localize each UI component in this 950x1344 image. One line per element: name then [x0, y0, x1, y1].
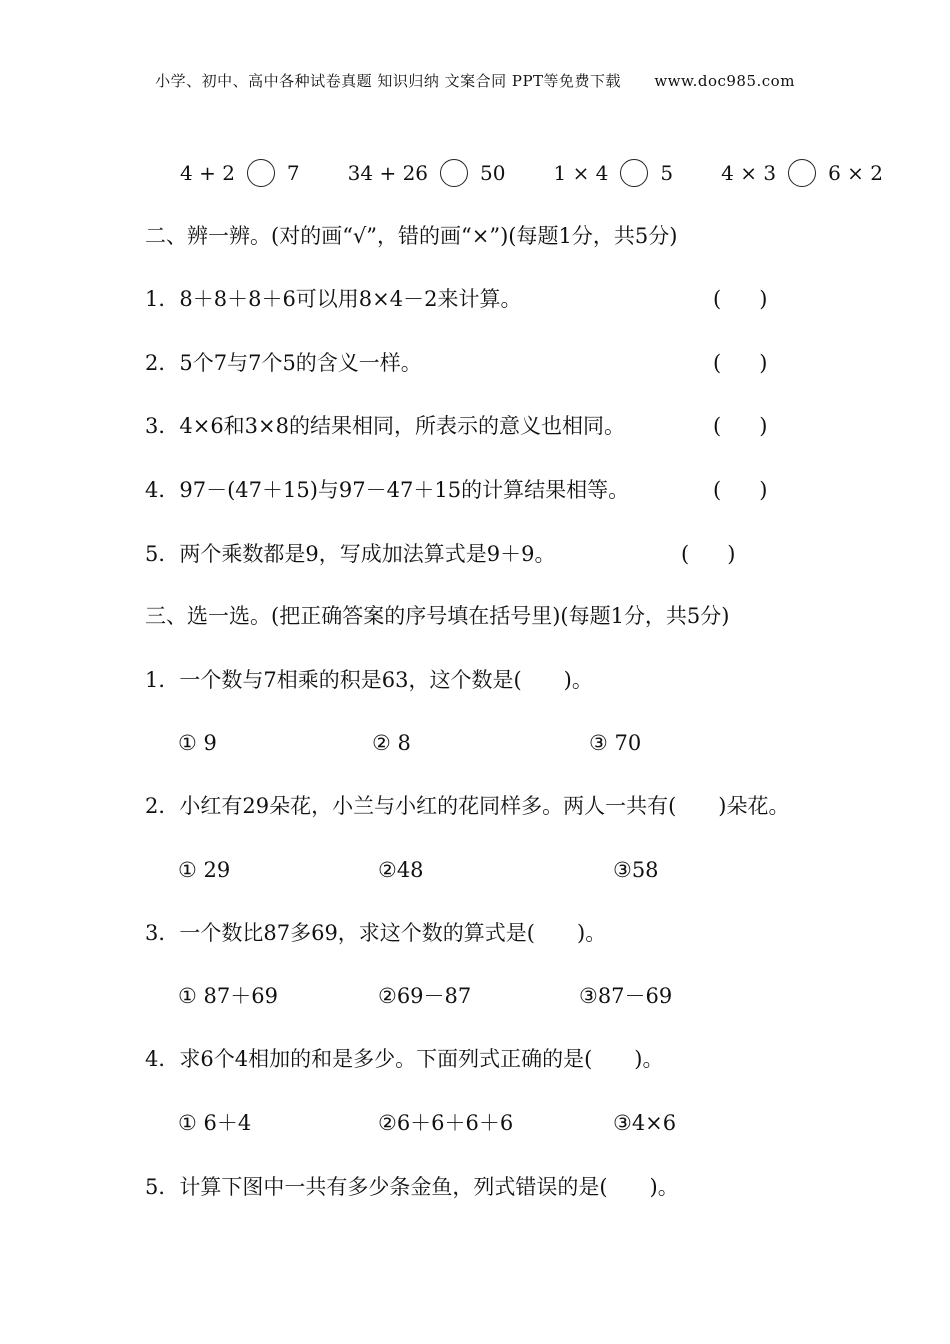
- judge-item-1: 1．8＋8＋8＋6可以用8×4－2来计算。: [145, 287, 522, 311]
- option-3[interactable]: ③87－69: [579, 984, 673, 1008]
- judge-item-3: 3．4×6和3×8的结果相同，所表示的意义也相同。: [145, 414, 625, 438]
- choice-question-3: 3．一个数比87多69，求这个数的算式是( )。: [145, 921, 607, 945]
- header-site: www.doc985.com: [654, 72, 795, 90]
- paren-close: ): [759, 414, 768, 438]
- compare-left: 4 × 3: [721, 161, 777, 185]
- judge-item-5: 5．两个乘数都是9，写成加法算式是9＋9。: [145, 542, 556, 566]
- page-header: [0, 70, 950, 91]
- answer-paren[interactable]: [713, 411, 767, 441]
- paren-open: (: [713, 351, 722, 375]
- compare-left: 4 + 2: [180, 161, 235, 185]
- compare-right: 6 × 2: [828, 161, 883, 185]
- option-3[interactable]: ③58: [613, 858, 659, 882]
- option-1[interactable]: ① 29: [178, 858, 231, 882]
- compare-item: [721, 159, 883, 187]
- compare-right: 5: [660, 161, 674, 185]
- answer-circle[interactable]: [620, 159, 648, 187]
- option-3[interactable]: ③4×6: [613, 1111, 677, 1135]
- answer-paren[interactable]: [713, 284, 767, 314]
- answer-paren[interactable]: [681, 539, 735, 569]
- compare-item: [553, 159, 673, 187]
- answer-circle[interactable]: [440, 159, 468, 187]
- section3-title: 三、选一选。(把正确答案的序号填在括号里)(每题1分，共5分): [145, 604, 730, 628]
- section2-title: 二、辨一辨。(对的画“√”，错的画“×”)(每题1分，共5分): [145, 224, 678, 248]
- compare-item: [180, 159, 300, 187]
- paren-open: (: [713, 414, 722, 438]
- paren-open: (: [713, 478, 722, 502]
- option-2[interactable]: ② 8: [372, 731, 411, 755]
- judge-item-4: 4．97－(47＋15)与97－47＋15的计算结果相等。: [145, 478, 630, 502]
- paren-close: ): [759, 478, 768, 502]
- paren-close: ): [759, 351, 768, 375]
- header-text: 小学、初中、高中各种试卷真题 知识归纳 文案合同 PPT等免费下载: [155, 72, 622, 90]
- option-2[interactable]: ②6＋6＋6＋6: [378, 1111, 514, 1135]
- choice-question-4: 4．求6个4相加的和是多少。下面列式正确的是( )。: [145, 1047, 664, 1071]
- option-3[interactable]: ③ 70: [589, 731, 642, 755]
- answer-circle[interactable]: [247, 159, 275, 187]
- option-2[interactable]: ②69－87: [378, 984, 472, 1008]
- paren-open: (: [681, 542, 690, 566]
- compare-item: [348, 159, 506, 187]
- compare-right: 50: [480, 161, 506, 185]
- option-2[interactable]: ②48: [378, 858, 424, 882]
- option-1[interactable]: ① 6＋4: [178, 1111, 252, 1135]
- option-1[interactable]: ① 87＋69: [178, 984, 278, 1008]
- choice-question-1: 1．一个数与7相乘的积是63，这个数是( )。: [145, 668, 593, 692]
- judge-item-2: 2．5个7与7个5的含义一样。: [145, 351, 422, 375]
- paren-close: ): [759, 287, 768, 311]
- paren-open: (: [713, 287, 722, 311]
- compare-right: 7: [286, 161, 300, 185]
- answer-paren[interactable]: [713, 348, 767, 378]
- choice-question-5: 5．计算下图中一共有多少条金鱼，列式错误的是( )。: [145, 1175, 679, 1199]
- compare-left: 34 + 26: [347, 161, 429, 185]
- answer-paren[interactable]: [713, 475, 767, 505]
- paren-close: ): [727, 542, 736, 566]
- compare-left: 1 × 4: [553, 161, 609, 185]
- option-1[interactable]: ① 9: [178, 731, 217, 755]
- answer-circle[interactable]: [788, 159, 816, 187]
- compare-row: [180, 156, 883, 190]
- choice-question-2: 2．小红有29朵花，小兰与小红的花同样多。两人一共有( )朵花。: [145, 794, 790, 818]
